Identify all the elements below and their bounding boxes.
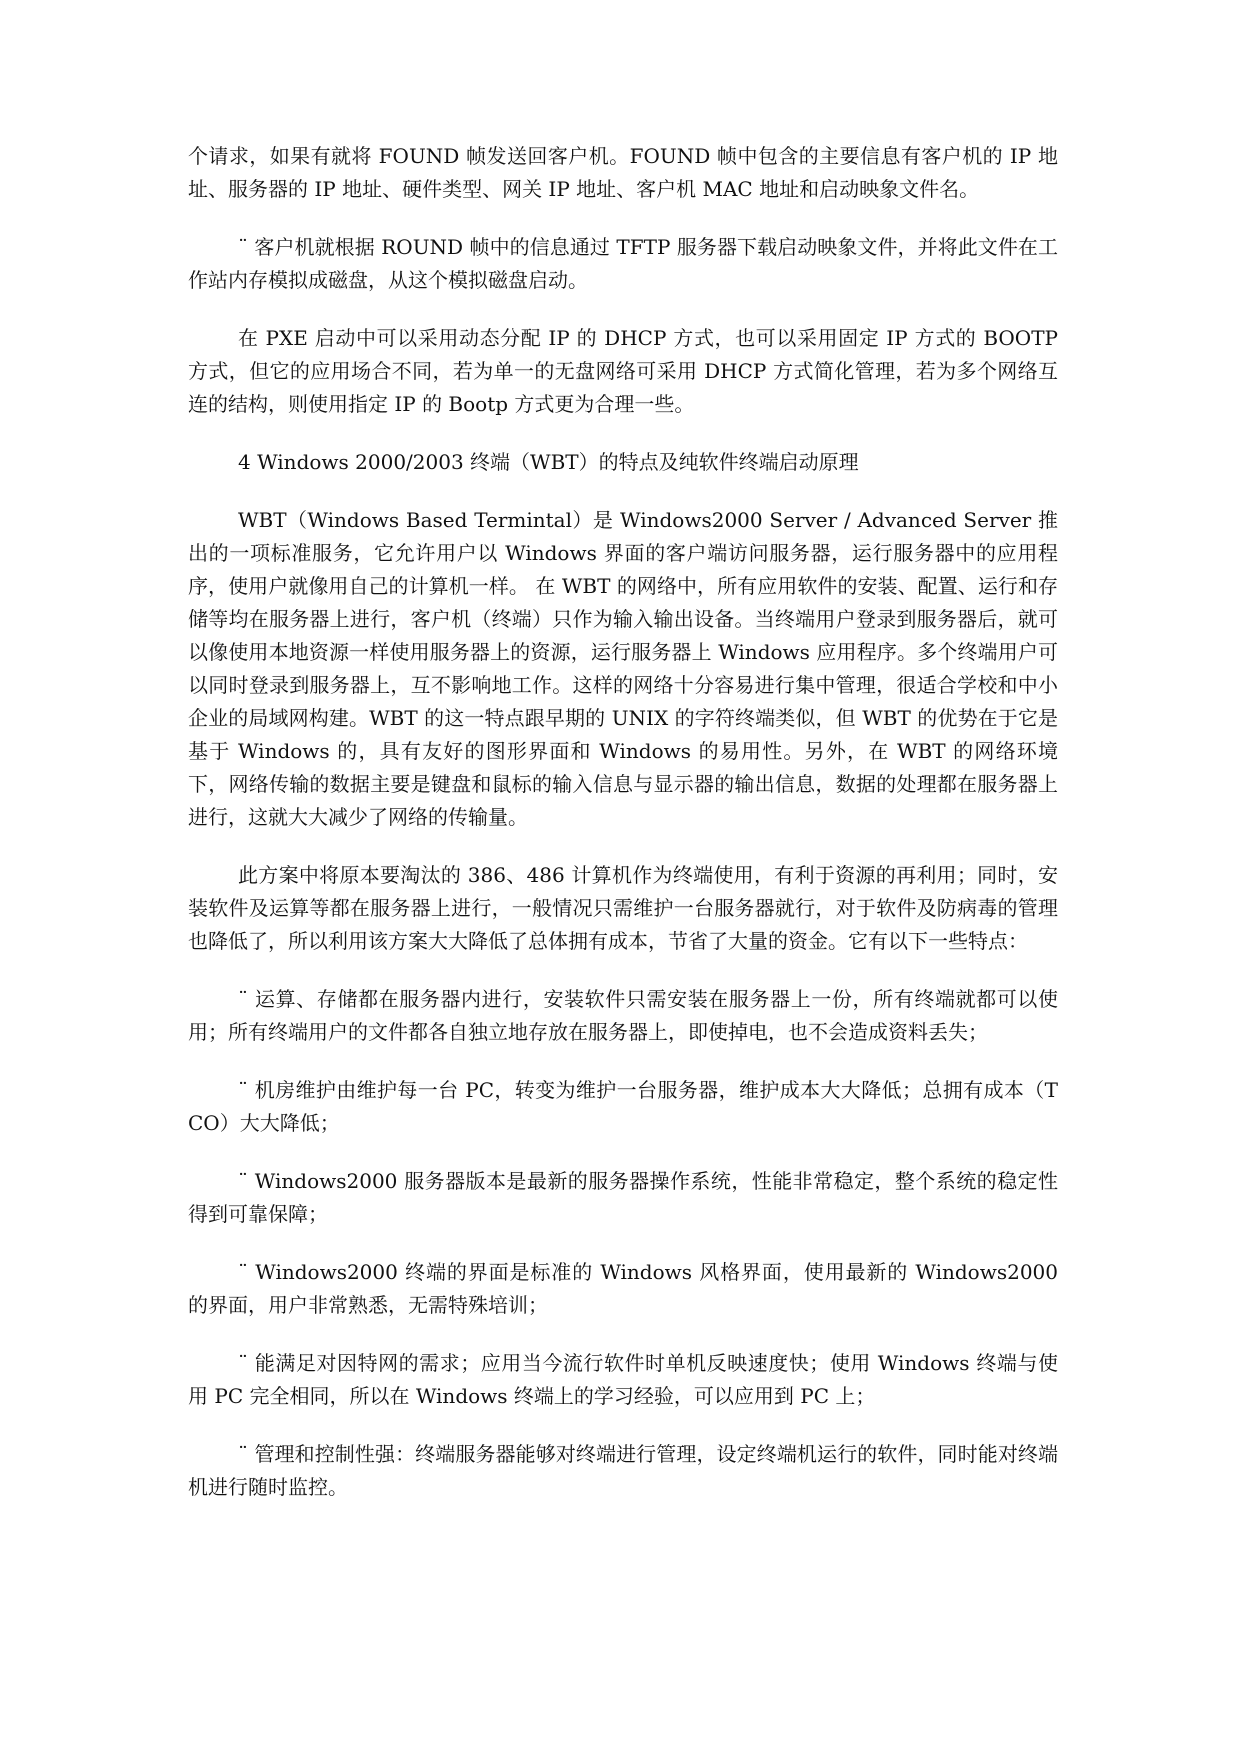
bullet-item-interface: ¨ Windows2000 终端的界面是标准的 Windows 风格界面，使用最新的 Windows2000 的界面，用户非常熟悉，无需特殊培训；	[188, 1260, 1058, 1317]
bullet-item-stability: ¨ Windows2000 服务器版本是最新的服务器操作系统，性能非常稳定，整个系统的稳定性得到可靠保障；	[188, 1169, 1058, 1226]
paragraph-found-frame: 个请求，如果有就将 FOUND 帧发送回客户机。FOUND 帧中包含的主要信息有客户机的 IP 地址、服务器的 IP 地址、硬件类型、网关 IP 地址、客户机 MAC 地址和启动映象文件名。	[188, 144, 1058, 201]
paragraph-pxe-dhcp: 在 PXE 启动中可以采用动态分配 IP 的 DHCP 方式，也可以采用固定 IP 方式的 BOOTP 方式，但它的应用场合不同，若为单一的无盘网络可采用 DHCP 方式简化管理，若为多个网络互连的结构，则使用指定 IP 的 Bootp 方式更为合理一些。	[188, 326, 1058, 416]
document-page	[188, 140, 1058, 1529]
bullet-item-management: ¨ 管理和控制性强：终端服务器能够对终端进行管理，设定终端机运行的软件，同时能对终端机进行随时监控。	[188, 1442, 1058, 1499]
bullet-item-maintenance: ¨ 机房维护由维护每一台 PC，转变为维护一台服务器，维护成本大大降低；总拥有成本（TCO）大大降低；	[188, 1078, 1058, 1135]
bullet-item-computing-storage: ¨ 运算、存储都在服务器内进行，安装软件只需安装在服务器上一份，所有终端就都可以使用；所有终端用户的文件都各自独立地存放在服务器上，即使掉电，也不会造成资料丢失；	[188, 987, 1058, 1044]
section-heading-wbt: 4 Windows 2000/2003 终端（WBT）的特点及纯软件终端启动原理	[238, 450, 859, 474]
paragraph-wbt-description: WBT（Windows Based Termintal）是 Windows2000 Server / Advanced Server 推出的一项标准服务，它允许用户以 Windows 界面的客户端访问服务器，运行服务器中的应用程序，使用户就像用自己的计算机一样。 在 WBT 的网络中，所有应用软件的安装、配置、运行和存储等均在服务器上进行，客户机（终端）只作为输入输出设备。当终端用户登录到服务器后，就可以像使用本地资源一样使用服务器上的资源，运行服务器上 Windows 应用程序。多个终端用户可以同时登录到服务器上，互不影响地工作。这样的网络十分容易进行集中管理，很适合学校和中小企业的局域网构建。WBT 的这一特点跟早期的 UNIX 的字符终端类似，但 WBT 的优势在于它是基于 Windows 的，具有友好的图形界面和 Windows 的易用性。另外，在 WBT 的网络环境下，网络传输的数据主要是键盘和鼠标的输入信息与显示器的输出信息，数据的处理都在服务器上进行，这就大大减少了网络的传输量。	[188, 508, 1058, 829]
paragraph-bullet-tftp: ¨ 客户机就根据 ROUND 帧中的信息通过 TFTP 服务器下载启动映象文件，并将此文件在工作站内存模拟成磁盘，从这个模拟磁盘启动。	[188, 235, 1058, 292]
paragraph-scheme-benefits: 此方案中将原本要淘汰的 386、486 计算机作为终端使用，有利于资源的再利用；同时，安装软件及运算等都在服务器上进行，一般情况只需维护一台服务器就行，对于软件及防病毒的管理也降低了，所以利用该方案大大降低了总体拥有成本，节省了大量的资金。它有以下一些特点：	[188, 863, 1058, 953]
bullet-item-internet: ¨ 能满足对因特网的需求；应用当今流行软件时单机反映速度快；使用 Windows 终端与使用 PC 完全相同，所以在 Windows 终端上的学习经验，可以应用到 PC 上；	[188, 1351, 1058, 1408]
